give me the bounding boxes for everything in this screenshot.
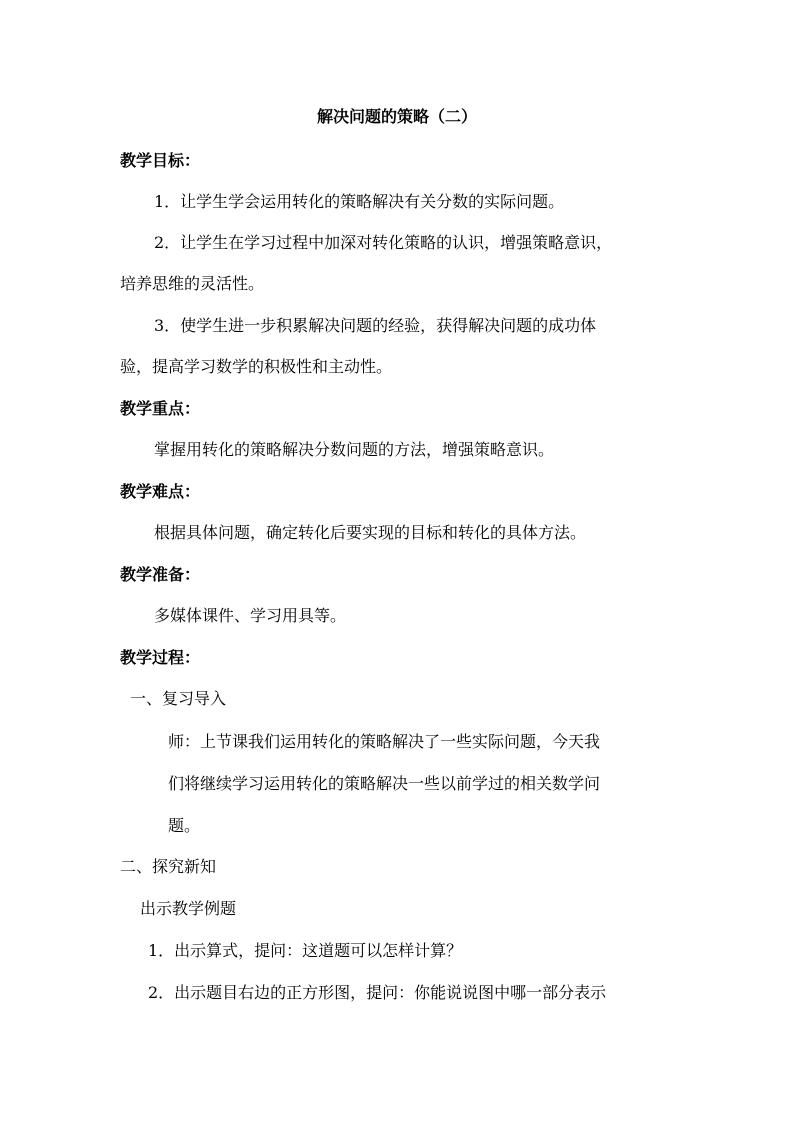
section-1-line-2: 们将继续学习运用转化的策略解决一些以前学过的相关数学问 <box>168 774 601 793</box>
process-heading: 教学过程： <box>120 648 201 667</box>
section-2-intro: 出示教学例题 <box>140 899 237 918</box>
section-1-title: 一、复习导入 <box>130 689 227 708</box>
section-2-step-2: 2．出示题目右边的正方形图，提问：你能说说图中哪一部分表示 <box>148 983 607 1002</box>
preparation-text: 多媒体课件、学习用具等。 <box>154 606 347 625</box>
objective-item-2-line-2: 培养思维的灵活性。 <box>120 274 265 293</box>
key-points-text: 掌握用转化的策略解决分数问题的方法，增强策略意识。 <box>154 440 555 459</box>
section-1-line-3: 题。 <box>168 816 201 835</box>
difficulties-heading: 教学难点： <box>120 482 201 501</box>
section-2-step-1: 1．出示算式，提问：这道题可以怎样计算？ <box>148 941 463 960</box>
document-title: 解决问题的策略（二） <box>316 107 477 126</box>
section-1-line-1: 师：上节课我们运用转化的策略解决了一些实际问题，今天我 <box>168 732 601 751</box>
objective-item-3-line-2: 验，提高学习数学的积极性和主动性。 <box>120 357 393 376</box>
objective-item-1: 1．让学生学会运用转化的策略解决有关分数的实际问题。 <box>154 192 565 211</box>
difficulties-text: 根据具体问题，确定转化后要实现的目标和转化的具体方法。 <box>154 523 587 542</box>
objective-item-2-line-1: 2．让学生在学习过程中加深对转化策略的认识，增强策略意识， <box>154 233 613 252</box>
section-2-title: 二、探究新知 <box>120 857 217 876</box>
objectives-heading: 教学目标： <box>120 151 201 170</box>
key-points-heading: 教学重点： <box>120 399 201 418</box>
objective-item-3-line-1: 3．使学生进一步积累解决问题的经验，获得解决问题的成功体 <box>154 316 597 335</box>
preparation-heading: 教学准备： <box>120 565 201 584</box>
